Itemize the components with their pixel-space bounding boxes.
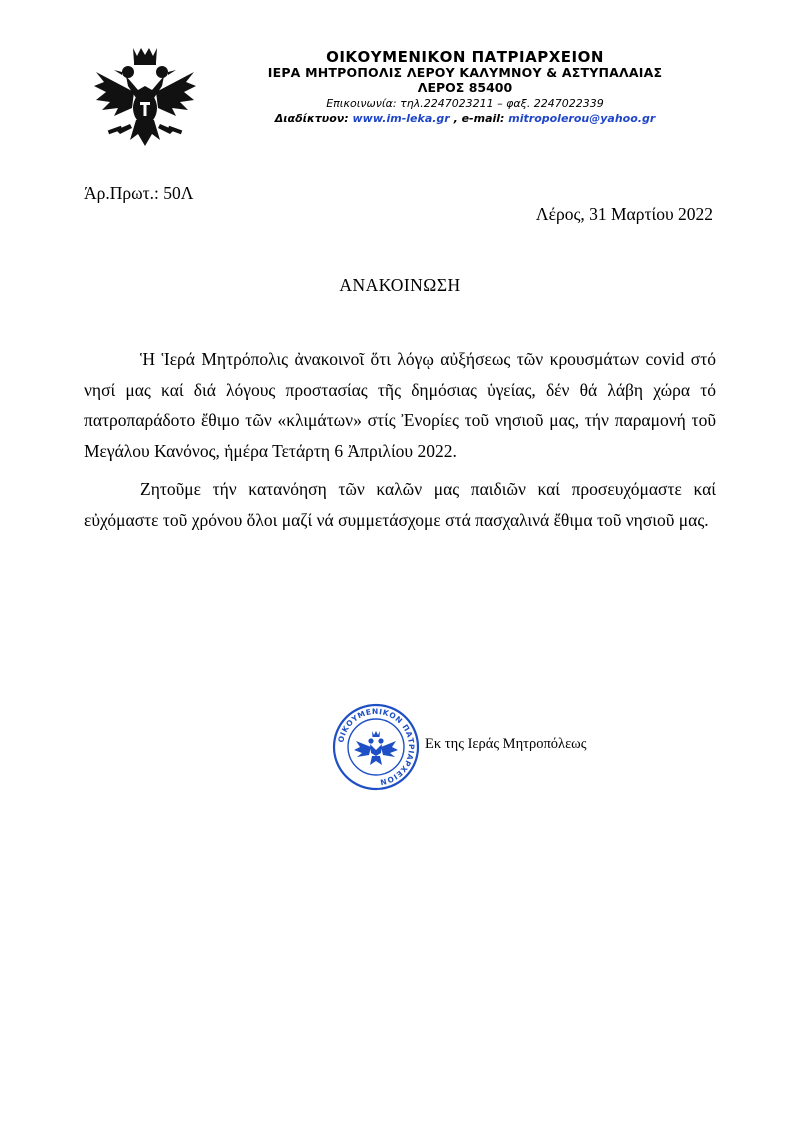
email-link[interactable]: mitropolerou@yahoo.gr <box>508 112 656 125</box>
email-label: , e-mail: <box>453 112 505 125</box>
protocol-number: Άρ.Πρωτ.: 50Λ <box>84 183 194 203</box>
patriarchate-title: ΟΙΚΟΥΜΕΝΙΚΟΝ ΠΑΤΡΙΑΡΧΕΙΟΝ <box>326 48 604 66</box>
town-postcode: ΛΕΡΟΣ 85400 <box>417 80 513 95</box>
web-label: Διαδίκτυον: <box>274 112 349 125</box>
official-seal-icon <box>332 703 420 791</box>
seal-text: ΟΙΚΟΥΜΕΝΙΚΟΝ ΠΑΤΡΙΑΡΧΕΙΟΝ <box>336 706 417 787</box>
metropolis-name: ΙΕΡΑ ΜΗΤΡΟΠΟΛΙΣ ΛΕΡΟΥ ΚΑΛΥΜΝΟΥ & ΑΣΤΥΠΑΛΑΙΑΣ <box>267 65 663 80</box>
page-title: ΑΝΑΚΟΙΝΩΣΗ <box>339 275 461 295</box>
paragraph: Ζητοῦμε τήν κατανόηση τῶν καλῶν μας παιδιῶν καί προσευχόμαστε καί εὐχόμαστε τοῦ χρόνου ὅλοι μαζί νά συμμετάσχομε στά πασχαλινά ἔθιμα τοῦ νησιοῦ μας. <box>84 479 716 530</box>
document-date: Λέρος, 31 Μαρτίου 2022 <box>535 204 713 224</box>
letterhead <box>230 50 700 126</box>
double-headed-eagle-icon <box>90 42 200 152</box>
web-line <box>230 111 700 126</box>
contact-line: Επικοινωνία: τηλ.2247023211 – φαξ. 2247022339 <box>326 97 604 110</box>
website-link[interactable]: www.im-leka.gr <box>352 112 450 125</box>
announcement-body <box>84 344 716 543</box>
signature-line: Εκ της Ιεράς Μητροπόλεως <box>425 736 587 752</box>
paragraph: Ἡ Ἱερά Μητρόπολις ἀνακοινοῖ ὅτι λόγῳ αὐξήσεως τῶν κρουσμάτων covid στό νησί μας καί διά λόγους προστασίας τῆς δημόσιας ὑγείας, δέν θά λάβη χώρα τό πατροπαράδοτο ἔθιμο τῶν «κλιμάτων» στίς Ἐνορίες τοῦ νησιοῦ μας, τήν παραμονή τοῦ Μεγάλου Κανόνος, ἡμέρα Τετάρτη 6 Ἀπριλίου 2022. <box>84 349 716 461</box>
